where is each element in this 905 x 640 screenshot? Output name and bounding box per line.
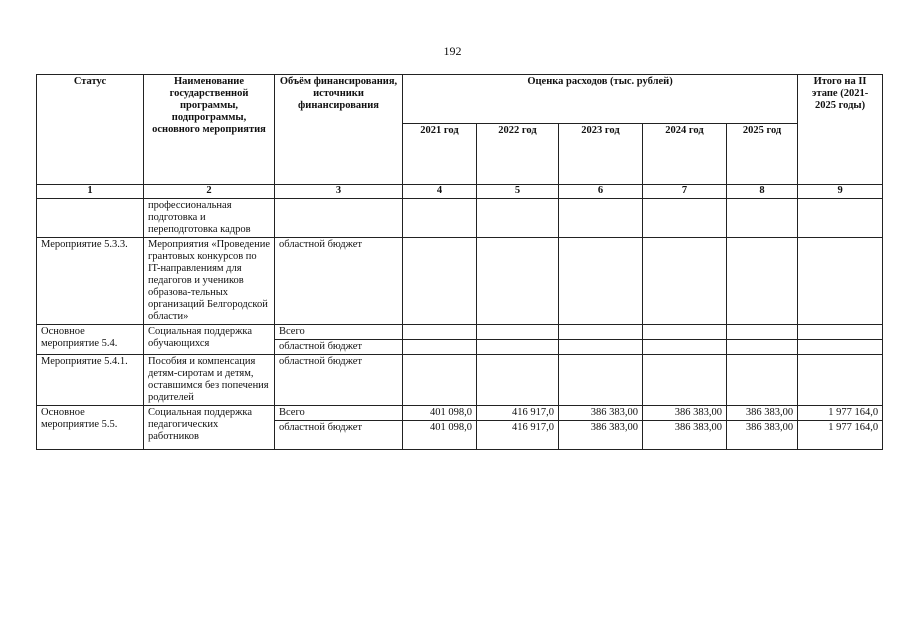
fin-cell	[275, 199, 403, 238]
header-status: Статус	[37, 75, 144, 185]
column-number: 6	[559, 185, 643, 199]
name-cell: Социальная поддержка обучающихся	[144, 325, 275, 355]
table-row	[37, 325, 883, 340]
fin-cell: Всего	[275, 325, 403, 340]
header-year: 2021 год	[403, 124, 477, 185]
value-cell: 386 383,00	[727, 421, 798, 450]
name-cell: Социальная поддержка педагогических работников	[144, 406, 275, 450]
column-number: 1	[37, 185, 144, 199]
name-cell: Пособия и компенсация детям-сиротам и детям, оставшимся без попечения родителей	[144, 355, 275, 406]
value-cell: 416 917,0	[477, 421, 559, 450]
header-total: Итого на II этапе (2021-2025 годы)	[798, 75, 883, 185]
value-cell: 386 383,00	[727, 406, 798, 421]
status-cell	[37, 199, 144, 238]
value-cell: 386 383,00	[559, 406, 643, 421]
status-cell: Мероприятие 5.4.1.	[37, 355, 144, 406]
fin-cell: областной бюджет	[275, 340, 403, 355]
header-year: 2022 год	[477, 124, 559, 185]
column-number: 8	[727, 185, 798, 199]
name-cell: Мероприятия «Проведение грантовых конкурсов по IT-направлениям для педагогов и учеников образова-тельных организаций Белгородской области»	[144, 238, 275, 325]
status-cell: Основное мероприятие 5.4.	[37, 325, 144, 355]
budget-table	[36, 74, 883, 450]
fin-cell: Всего	[275, 406, 403, 421]
header-volume: Объём финансирования, источники финансирования	[275, 75, 403, 185]
header-name: Наименование государственной программы, подпрограммы, основного мероприятия	[144, 75, 275, 185]
header-year: 2023 год	[559, 124, 643, 185]
column-number: 9	[798, 185, 883, 199]
value-cell: 401 098,0	[403, 421, 477, 450]
table-row	[37, 406, 883, 421]
column-number: 3	[275, 185, 403, 199]
value-cell: 416 917,0	[477, 406, 559, 421]
column-number: 2	[144, 185, 275, 199]
name-cell: профессиональная подготовка и переподготовка кадров	[144, 199, 275, 238]
value-cell: 386 383,00	[643, 406, 727, 421]
column-number: 4	[403, 185, 477, 199]
table-row	[37, 238, 883, 325]
table-row	[37, 199, 883, 238]
header-year: 2025 год	[727, 124, 798, 185]
status-cell: Основное мероприятие 5.5.	[37, 406, 144, 450]
header-row	[37, 75, 883, 124]
status-cell: Мероприятие 5.3.3.	[37, 238, 144, 325]
fin-cell: областной бюджет	[275, 238, 403, 325]
table-row	[37, 355, 883, 406]
header-estimate: Оценка расходов (тыс. рублей)	[403, 75, 798, 124]
total-cell: 1 977 164,0	[798, 406, 883, 421]
column-number: 5	[477, 185, 559, 199]
page-number: 192	[443, 44, 462, 58]
column-number: 7	[643, 185, 727, 199]
fin-cell: областной бюджет	[275, 355, 403, 406]
value-cell: 386 383,00	[643, 421, 727, 450]
total-cell: 1 977 164,0	[798, 421, 883, 450]
column-numbers-row	[37, 185, 883, 199]
value-cell: 401 098,0	[403, 406, 477, 421]
fin-cell: областной бюджет	[275, 421, 403, 450]
value-cell: 386 383,00	[559, 421, 643, 450]
header-year: 2024 год	[643, 124, 727, 185]
